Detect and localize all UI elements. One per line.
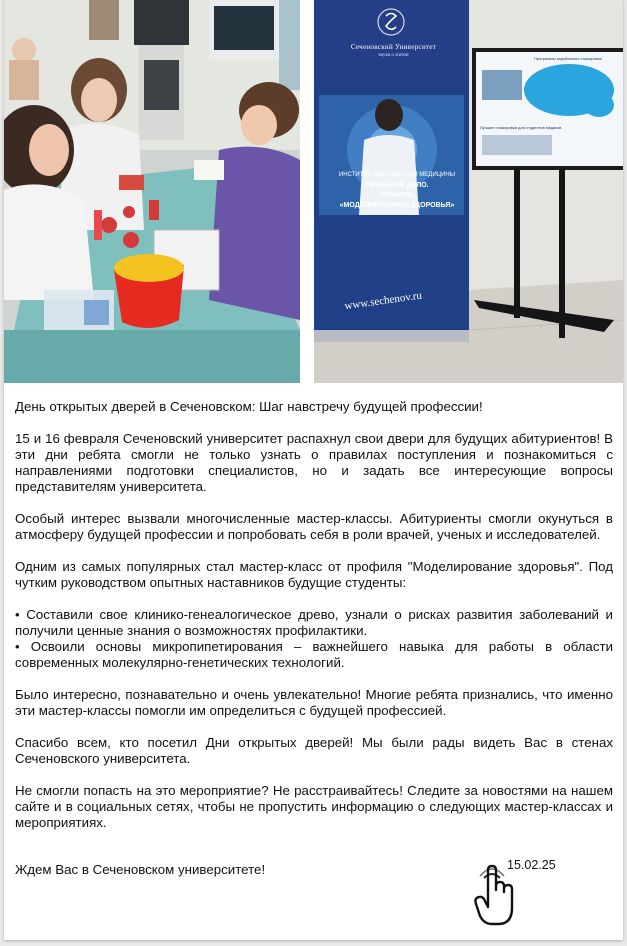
closing-line: Ждем Вас в Сеченовском университете! <box>15 862 266 877</box>
banner-institute: ИНСТИТУТ КЛИНИЧЕСКОЙ МЕДИЦИНЫ <box>338 172 456 178</box>
list-item: • Составили свое клинико-генеалогическое древо, узнали о рисках развития заболеваний и получили ценные знания о возможностях профилактики. <box>15 607 613 638</box>
article-title: День открытых дверей в Сеченовском: Шаг навстречу будущей профессии! <box>15 399 483 414</box>
news-card <box>4 0 623 940</box>
paragraph: 15 и 16 февраля Сеченовский университет распахнул свои двери для будущих абитуриентов! В эти дни ребята смогли не только узнать о правилах поступления и познакомиться с направлениями подготовки специалистов, но и задать все интересующие вопросы представителям университета. <box>15 431 613 494</box>
paragraph: Особый интерес вызвали многочисленные мастер-классы. Абитуриенты смогли окунуться в атмосферу будущей профессии и попробовать себя в роли врачей, ученых и исследователей. <box>15 511 613 542</box>
article-body <box>15 399 613 831</box>
pointing-hand-icon[interactable] <box>474 864 516 928</box>
paragraph: Не смогли попасть на это мероприятие? Не расстраивайтесь! Следите за новостями на нашем сайте и в социальных сетях, чтобы не пропустить информацию о следующих мастер-классах и мероприятиях. <box>15 783 613 830</box>
banner-program-1: ЛЕЧЕБНОЕ ДЕЛО. <box>365 182 429 189</box>
banner-photo <box>314 0 623 383</box>
paragraph: Одним из самых популярных стал мастер-класс от профиля "Моделирование здоровья". Под чутким руководством опытных наставников будущие студенты: <box>15 559 613 590</box>
banner-url: www.sechenov.ru <box>343 289 423 313</box>
paragraph: Было интересно, познавательно и очень увлекательно! Многие ребята признались, что именно эти мастер-классы помогли им определиться с будущей профессией. <box>15 687 613 718</box>
masterclass-photo <box>4 0 300 383</box>
university-emblem-icon <box>369 6 414 38</box>
list-item: • Освоили основы микропипетирования – важнейшего навыка для работы в области современных молекулярно-генетических технологий. <box>15 639 613 670</box>
banner-program-3: «МОДЕЛИРОВАНИЕ ЗДОРОВЬЯ» <box>339 202 455 209</box>
banner-program-2: ПРОФИЛЬ <box>378 192 415 199</box>
bullet-list <box>15 607 613 671</box>
paragraph: Спасибо всем, кто посетил Дни открытых дверей! Мы были рады видеть Вас в стенах Сеченовского университета. <box>15 735 613 766</box>
screen-caption: Лучшие стажировки для студентов медиков <box>480 125 562 130</box>
banner-logo: Сеченовский Университет <box>350 43 437 51</box>
banner-tagline: наука о жизни <box>378 53 409 58</box>
screen-title: Программы зарубежных стажировок <box>534 56 602 61</box>
post-date: 15.02.25 <box>507 858 556 872</box>
